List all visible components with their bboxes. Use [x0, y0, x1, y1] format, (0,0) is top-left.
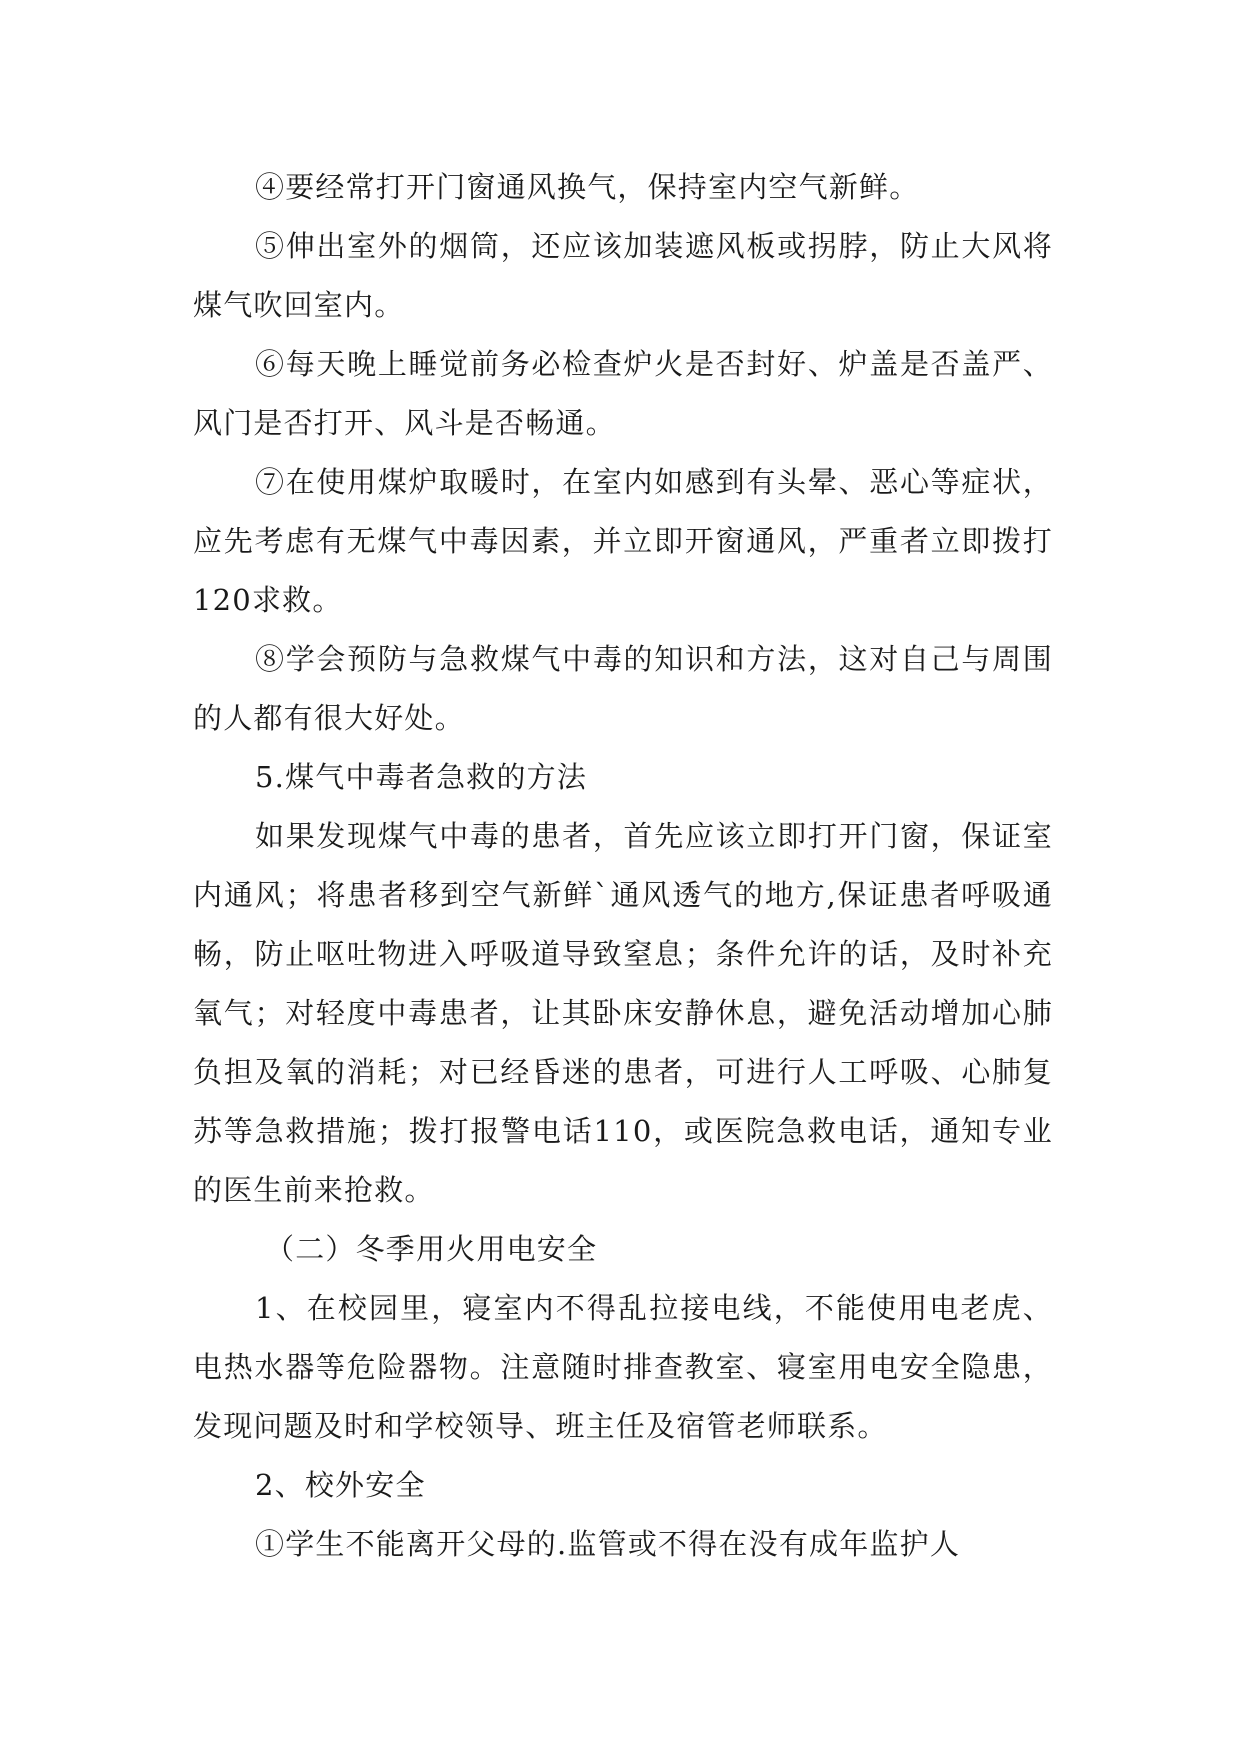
section-heading-winter-fire-electric-safety: （二）冬季用火用电安全: [265, 1232, 598, 1266]
paragraph-symptoms-tip: ⑦在使用煤炉取暖时，在室内如感到有头晕、恶心等症状，应先考虑有无煤气中毒因素，并立即开窗通风，严重者立即拨打120求救。: [193, 465, 1053, 617]
paragraph-first-aid-method: 如果发现煤气中毒的患者，首先应该立即打开门窗，保证室内通风；将患者移到空气新鲜`通风透气的地方,保证患者呼吸通畅，防止呕吐物进入呼吸道导致窒息；条件允许的话，及时补充氧气；对轻度中毒患者，让其卧床安静休息，避免活动增加心肺负担及氧的消耗；对已经昏迷的患者，可进行人工呼吸、心肺复苏等急救措施；拨打报警电话110，或医院急救电话，通知专业的医生前来抢救。: [193, 819, 1053, 1207]
paragraph-stove-check-tip: ⑥每天晚上睡觉前务必检查炉火是否封好、炉盖是否盖严、风门是否打开、风斗是否畅通。: [193, 347, 1053, 440]
paragraph-supervision-rule: ①学生不能离开父母的.监管或不得在没有成年监护人: [255, 1527, 961, 1561]
document-body: [193, 158, 1053, 1574]
section-heading-first-aid: 5.煤气中毒者急救的方法: [255, 760, 588, 794]
section-heading-off-campus-safety: 2、校外安全: [255, 1468, 426, 1502]
paragraph-knowledge-tip: ⑧学会预防与急救煤气中毒的知识和方法，这对自己与周围的人都有很大好处。: [193, 642, 1053, 735]
paragraph-ventilation-tip: ④要经常打开门窗通风换气，保持室内空气新鲜。: [255, 170, 920, 204]
paragraph-chimney-tip: ⑤伸出室外的烟筒，还应该加装遮风板或拐脖，防止大风将煤气吹回室内。: [193, 229, 1053, 322]
paragraph-campus-electric-safety: 1、在校园里，寝室内不得乱拉接电线，不能使用电老虎、电热水器等危险器物。注意随时排查教室、寝室用电安全隐患，发现问题及时和学校领导、班主任及宿管老师联系。: [193, 1291, 1053, 1443]
